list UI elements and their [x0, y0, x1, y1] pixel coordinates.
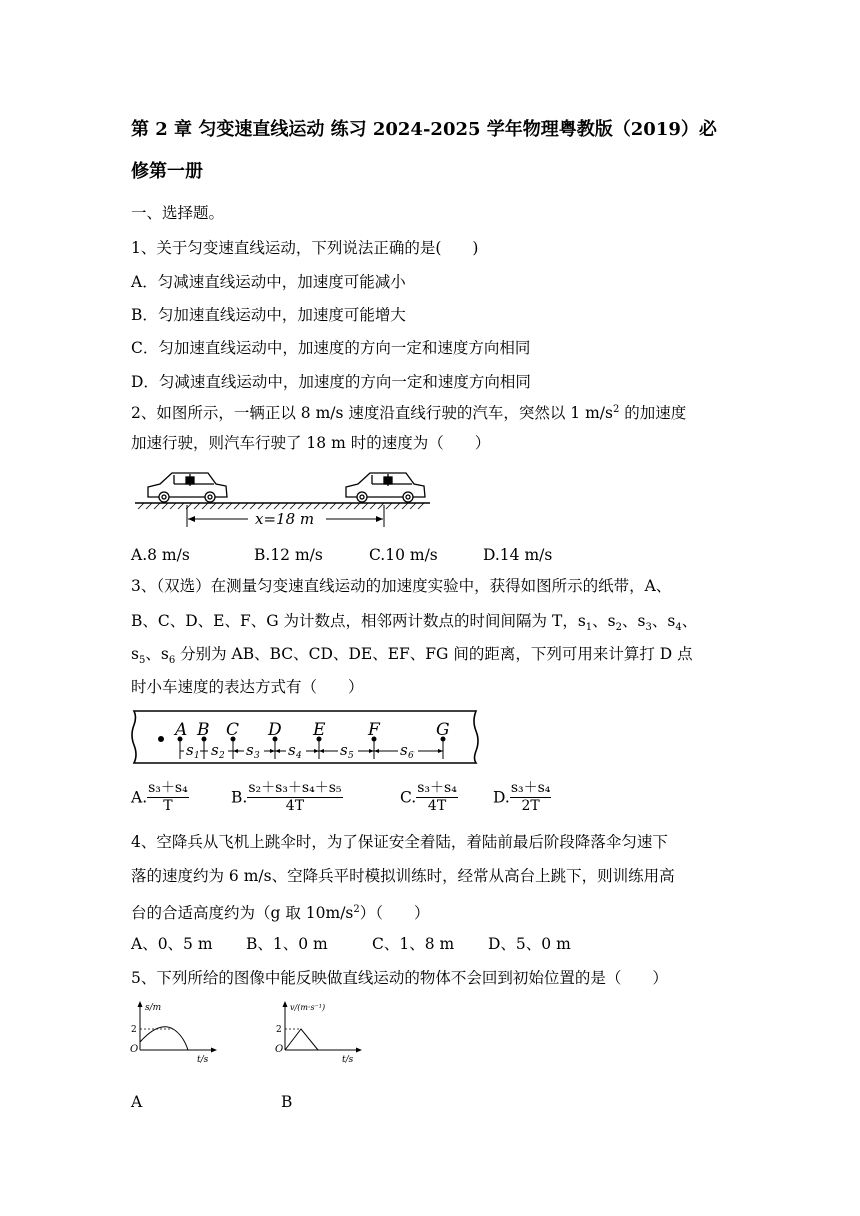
- svg-text:s/m: s/m: [145, 1003, 162, 1013]
- svg-text:t/s: t/s: [197, 1055, 209, 1065]
- question-5-graph-b: [272, 998, 367, 1070]
- svg-text:1: 1: [194, 751, 200, 761]
- question-4-line-3: 台的合适高度约为（g 取 $10m/s^2$）（ ）: [131, 904, 430, 923]
- question-3-option-d: D. $\frac{\text{s₃＋s₄}}{2T}$: [493, 780, 551, 814]
- svg-text:s: s: [400, 741, 408, 759]
- svg-text:G: G: [436, 720, 450, 740]
- svg-text:v/(m·s⁻¹): v/(m·s⁻¹): [290, 1003, 326, 1012]
- question-2-car-figure: [130, 465, 450, 530]
- question-2-option-c: C.10 m/s: [369, 546, 438, 564]
- question-4-line-1: 4、空降兵从飞机上跳伞时，为了保证安全着陆，着陆前最后阶段降落伞匀速下: [131, 833, 668, 851]
- svg-text:s: s: [288, 741, 296, 759]
- question-3-tape-figure: [130, 707, 482, 767]
- question-3-line-4: 时小车速度的表达方式有（ ）: [131, 678, 364, 696]
- svg-text:F: F: [368, 720, 380, 740]
- svg-text:3: 3: [254, 751, 260, 761]
- car-1-icon: [148, 473, 227, 502]
- svg-text:2: 2: [219, 751, 225, 761]
- svg-text:s: s: [186, 741, 194, 759]
- distance-label: x=18 m: [255, 510, 315, 528]
- question-5-graph-a: [127, 998, 222, 1070]
- svg-text:A: A: [175, 720, 188, 740]
- question-5-label-a: A: [131, 1093, 143, 1111]
- question-2-option-b: B.12 m/s: [254, 546, 323, 564]
- question-3-line-1: 3、（双选）在测量匀变速直线运动的加速度实验中，获得如图所示的纸带，A、: [131, 577, 672, 595]
- question-1-option-b: B．匀加速直线运动中，加速度可能增大: [131, 306, 406, 324]
- question-5-label-b: B: [281, 1093, 293, 1111]
- question-2-stem-line-2: 加速行驶，则汽车行驶了 18 m 时的速度为（ ）: [131, 434, 491, 452]
- question-3-option-a: A. $\frac{\text{s₃＋s₄}}{T}$: [131, 780, 188, 814]
- svg-text:6: 6: [408, 751, 414, 761]
- section-heading: 一、选择题。: [131, 204, 225, 222]
- svg-text:D: D: [268, 720, 282, 740]
- svg-text:5: 5: [348, 751, 354, 761]
- question-4-option-a: A、0、5 m: [131, 935, 213, 953]
- svg-text:2: 2: [131, 1025, 137, 1035]
- svg-text:s: s: [211, 741, 219, 759]
- question-2-stem-line-1: 2、如图所示，一辆正以 8 m/s 速度沿直线行驶的汽车，突然以 1 $m/s^2$ 的加速度: [131, 404, 687, 423]
- question-3-line-2: B、C、D、E、F、G 为计数点，相邻两计数点的时间间隔为 T，$s_1$、$s_2$、$s_3$、$s_4$、: [131, 612, 698, 634]
- question-3-line-3: $s_5$、$s_6$ 分别为 AB、BC、CD、DE、EF、FG 间的距离，下列可用来计算打 D 点: [131, 645, 693, 667]
- svg-text:O: O: [275, 1044, 284, 1055]
- document-title-line-2: 修第一册: [131, 161, 203, 182]
- svg-text:t/s: t/s: [342, 1055, 354, 1065]
- question-4-option-b: B、1、0 m: [246, 935, 328, 953]
- svg-text:E: E: [313, 720, 326, 740]
- question-4-line-2: 落的速度约为 6 m/s、空降兵平时模拟训练时，经常从高台上跳下，则训练用高: [131, 867, 675, 885]
- svg-text:s: s: [340, 741, 348, 759]
- question-1-option-a: A．匀减速直线运动中，加速度可能减小: [131, 273, 406, 291]
- svg-text:B: B: [197, 720, 210, 740]
- question-3-option-b: B. $\frac{\text{s₂＋s₃＋s₄＋s₅}}{4T}$: [231, 780, 342, 814]
- car-2-icon: [346, 473, 425, 502]
- svg-text:C: C: [226, 720, 240, 740]
- document-title-line-1: 第 2 章 匀变速直线运动 练习 2024-2025 学年物理粤教版（2019）必: [131, 119, 717, 140]
- question-5-stem: 5、下列所给的图像中能反映做直线运动的物体不会回到初始位置的是（ ）: [131, 969, 668, 987]
- question-1-option-d: D．匀减速直线运动中，加速度的方向一定和速度方向相同: [131, 373, 531, 391]
- question-1-option-c: C．匀加速直线运动中，加速度的方向一定和速度方向相同: [131, 339, 531, 357]
- svg-text:2: 2: [276, 1025, 282, 1035]
- svg-text:s: s: [246, 741, 254, 759]
- svg-text:4: 4: [296, 751, 302, 761]
- svg-text:O: O: [130, 1044, 139, 1055]
- question-4-option-d: D、5、0 m: [488, 935, 571, 953]
- question-1-stem: 1、关于匀变速直线运动，下列说法正确的是( ): [131, 239, 479, 257]
- question-2-option-d: D.14 m/s: [483, 546, 553, 564]
- question-2-option-a: A.8 m/s: [131, 546, 190, 564]
- question-3-option-c: C. $\frac{\text{s₃＋s₄}}{4T}$: [400, 780, 457, 814]
- question-4-option-c: C、1、8 m: [372, 935, 455, 953]
